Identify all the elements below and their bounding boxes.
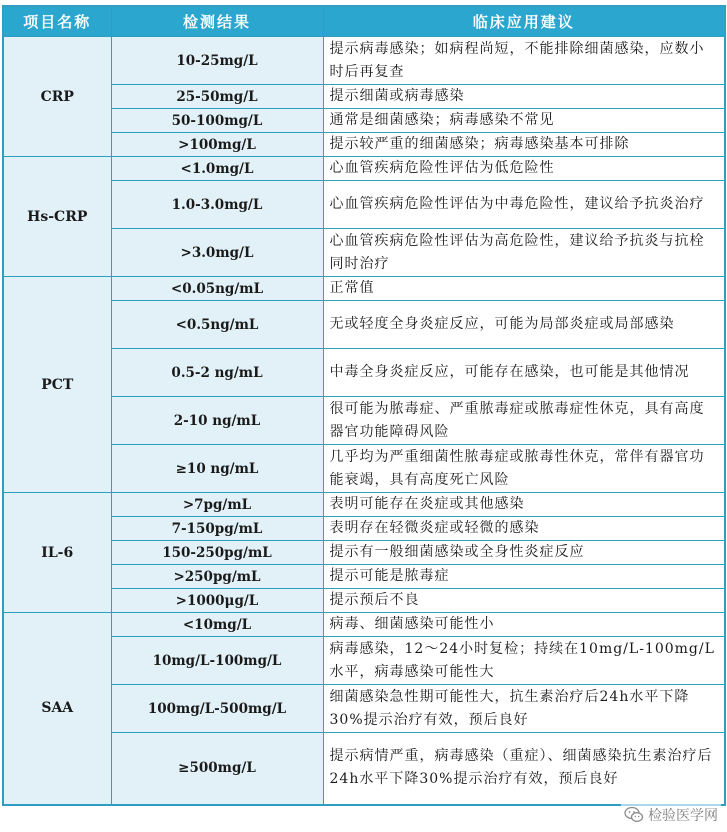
result-cell: ≥500mg/L (111, 733, 323, 805)
header-row (3, 6, 725, 37)
table-row (3, 565, 725, 589)
result-cell: 50-100mg/L (111, 109, 323, 133)
category-cell: SAA (3, 613, 111, 805)
result-cell: >1000μg/L (111, 589, 323, 613)
result-cell: >100mg/L (111, 133, 323, 157)
result-cell: 2-10 ng/mL (111, 397, 323, 445)
category-cell: Hs-CRP (3, 157, 111, 277)
result-cell: <0.5ng/mL (111, 301, 323, 349)
table-row (3, 445, 725, 493)
advice-cell: 提示较严重的细菌感染；病毒感染基本可排除 (323, 133, 725, 157)
table-row (3, 37, 725, 85)
table-row (3, 733, 725, 805)
advice-cell: 提示有一般细菌感染或全身性炎症反应 (323, 541, 725, 565)
result-cell: 150-250pg/mL (111, 541, 323, 565)
result-cell: 0.5-2 ng/mL (111, 349, 323, 397)
header-item-name: 项目名称 (3, 6, 111, 37)
watermark-text: 检验医学网 (648, 808, 718, 824)
result-cell: 10-25mg/L (111, 37, 323, 85)
advice-cell: 通常是细菌感染；病毒感染不常见 (323, 109, 725, 133)
table-row (3, 685, 725, 733)
result-cell: <10mg/L (111, 613, 323, 637)
table-row (3, 613, 725, 637)
header-clinical-advice: 临床应用建议 (323, 6, 725, 37)
result-cell: 25-50mg/L (111, 85, 323, 109)
result-cell: ≥10 ng/mL (111, 445, 323, 493)
advice-cell: 提示可能是脓毒症 (323, 565, 725, 589)
advice-cell: 提示病毒感染；如病程尚短，不能排除细菌感染，应数小时后再复查 (323, 37, 725, 85)
category-cell: IL-6 (3, 493, 111, 613)
header-test-result: 检测结果 (111, 6, 323, 37)
advice-cell: 无或轻度全身炎症反应，可能为局部炎症或局部感染 (323, 301, 725, 349)
advice-cell: 表明存在轻微炎症或轻微的感染 (323, 517, 725, 541)
result-cell: 7-150pg/mL (111, 517, 323, 541)
result-cell: 1.0-3.0mg/L (111, 181, 323, 229)
advice-cell: 细菌感染急性期可能性大，抗生素治疗后24h水平下降30%提示治疗有效，预后良好 (323, 685, 725, 733)
advice-cell: 心血管疾病危险性评估为中毒危险性，建议给予抗炎治疗 (323, 181, 725, 229)
table-row (3, 109, 725, 133)
result-cell: 10mg/L-100mg/L (111, 637, 323, 685)
wechat-icon (624, 806, 644, 824)
result-cell: >3.0mg/L (111, 229, 323, 277)
advice-cell: 几乎均为严重细菌性脓毒症或脓毒性休克，常伴有器官功能衰竭，具有高度死亡风险 (323, 445, 725, 493)
advice-cell: 提示病情严重，病毒感染（重症）、细菌感染抗生素治疗后24h水平下降30%提示治疗有效，预后良好 (323, 733, 725, 805)
watermark (621, 804, 721, 826)
advice-cell: 中毒全身炎症反应，可能存在感染，也可能是其他情况 (323, 349, 725, 397)
table-row (3, 517, 725, 541)
result-cell: 100mg/L-500mg/L (111, 685, 323, 733)
table-row (3, 589, 725, 613)
result-cell: >250pg/mL (111, 565, 323, 589)
advice-cell: 正常值 (323, 277, 725, 301)
table-row (3, 181, 725, 229)
table-row (3, 133, 725, 157)
advice-cell: 病毒感染，12～24小时复检；持续在10mg/L-100mg/L水平，病毒感染可能性大 (323, 637, 725, 685)
result-cell: <0.05ng/mL (111, 277, 323, 301)
advice-cell: 表明可能存在炎症或其他感染 (323, 493, 725, 517)
table-row (3, 541, 725, 565)
advice-cell: 提示预后不良 (323, 589, 725, 613)
advice-cell: 很可能为脓毒症、严重脓毒症或脓毒症性休克，具有高度器官功能障碍风险 (323, 397, 725, 445)
table-row (3, 493, 725, 517)
advice-cell: 病毒、细菌感染可能性小 (323, 613, 725, 637)
result-cell: >7pg/mL (111, 493, 323, 517)
table-row (3, 85, 725, 109)
table-row (3, 637, 725, 685)
category-cell: PCT (3, 277, 111, 493)
advice-cell: 提示细菌或病毒感染 (323, 85, 725, 109)
table-row (3, 157, 725, 181)
advice-cell: 心血管疾病危险性评估为低危险性 (323, 157, 725, 181)
table-row (3, 277, 725, 301)
table-row (3, 397, 725, 445)
advice-cell: 心血管疾病危险性评估为高危险性，建议给予抗炎与抗栓同时治疗 (323, 229, 725, 277)
table-row (3, 229, 725, 277)
table-body (3, 37, 725, 805)
category-cell: CRP (3, 37, 111, 157)
clinical-table (2, 5, 726, 806)
table-row (3, 301, 725, 349)
result-cell: <1.0mg/L (111, 157, 323, 181)
table-row (3, 349, 725, 397)
